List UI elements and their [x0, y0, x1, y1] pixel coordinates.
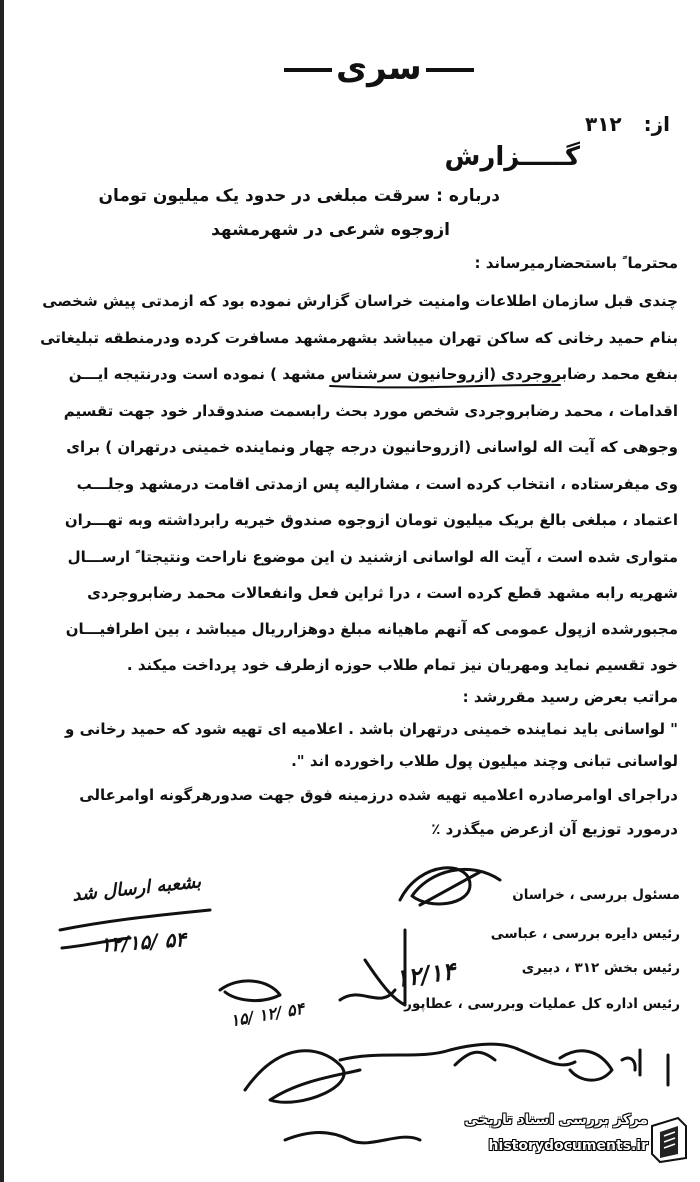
- from-label: از:: [643, 112, 670, 136]
- body-line: شهریه رابه مشهد قطع کرده است ، درا ثراین فعل وانفعالات محمد رضابروجردی: [87, 584, 678, 602]
- signature-line: رئیس دایره بررسی ، عباسی: [490, 926, 680, 942]
- body-line: وجوهی که آیت اله لواسانی (ازروحانیون درجه چهار ونماینده خمینی درتهران ) برای: [66, 438, 678, 456]
- from-number: ۳۱۲: [585, 112, 622, 136]
- handwritten-date: ۱۲/۱۵/ ۵۴: [99, 927, 187, 957]
- body-line: وی میفرستاده ، انتخاب کرده است ، مشارالیه پس ازمدتی اقامت درمشهد وجلـــب: [76, 475, 678, 493]
- signature-line: رئیس اداره کل عملیات وبررسی ، عطاپور: [404, 996, 680, 1012]
- archive-logo-icon: [648, 1114, 690, 1164]
- handwritten-date: ۱۲/۱۴: [393, 955, 458, 994]
- document-title: گـــــزارش: [444, 142, 580, 172]
- subject-line-1: درباره : سرقت مبلغی در حدود یک میلیون تومان: [98, 186, 500, 206]
- action-line: درمورد توزیع آن ازعرض میگذرد ٪: [431, 820, 678, 838]
- subject-line-2: ازوجوه شرعی در شهرمشهد: [211, 220, 450, 240]
- action-line: دراجرای اوامرصادره اعلامیه تهیه شده درزمینه فوق جهت صدورهرگونه اوامرعالی: [79, 786, 678, 804]
- signature-line: رئیس بخش ۳۱۲ ، دبیری: [521, 960, 680, 976]
- body-line: خود تقسیم نماید ومهربان نیز تمام طلاب حوزه ازطرف خود پرداخت میکند .: [126, 656, 678, 674]
- quote-line: لواسانی تبانی وچند میلیون پول طلاب راخورده اند ".: [291, 752, 678, 770]
- watermark: [420, 1108, 690, 1172]
- watermark-url: historydocuments.ir: [488, 1138, 648, 1154]
- scan-edge: [0, 0, 4, 1182]
- section-heading: مراتب بعرض رسید مقررشد :: [462, 688, 678, 706]
- handwritten-note: بشعبه ارسال شد: [71, 871, 202, 906]
- body-line: بنفع محمد رضابروجردی (ازروحانیون سرشناس مشهد ) نموده است ودرنتیجه ایـــن: [68, 365, 678, 383]
- body-line: متواری شده است ، آیت اله لواسانی ازشنید ن این موضوع ناراحت ونتیجتا ً ارســـال: [67, 548, 678, 566]
- body-line: مجبورشده ازپول عمومی که آنهم ماهیانه مبلغ دوهزارریال میباشد ، بین اطرافیـــان: [65, 620, 678, 638]
- quote-line: " لواسانی باید نماینده خمینی درتهران باشد . اعلامیه ای تهیه شود که حمید رخانی و: [65, 720, 678, 738]
- body-line: بنام حمید رخانی که ساکن تهران میباشد بشهرمشهد مسافرت کرده ودرمنطقه تبلیغاتی: [40, 329, 678, 347]
- body-line: اقدامات ، محمد رضابروجردی شخص مورد بحث رابسمت صندوقدار خود جهت تقسیم: [63, 402, 678, 420]
- body-line: اعتماد ، مبلغی بالغ بریک میلیون تومان ازوجوه صندوق خیریه رابرداشته وبه تهـــران: [64, 511, 678, 529]
- from-field: [563, 112, 670, 136]
- signature-line: مسئول بررسی ، خراسان: [512, 887, 680, 903]
- handwritten-date: ۱۵/ ۱۲/ ۵۴: [228, 998, 306, 1031]
- salutation: محترما ً باستحضارمیرساند :: [474, 254, 678, 272]
- classification-stamp: سری: [280, 48, 478, 88]
- watermark-org-name: مرکز بررسی اسناد تاریخی: [464, 1112, 648, 1128]
- body-line: چندی قبل سازمان اطلاعات وامنیت خراسان گزارش نموده بود که ازمدتی پیش شخصی: [42, 292, 678, 310]
